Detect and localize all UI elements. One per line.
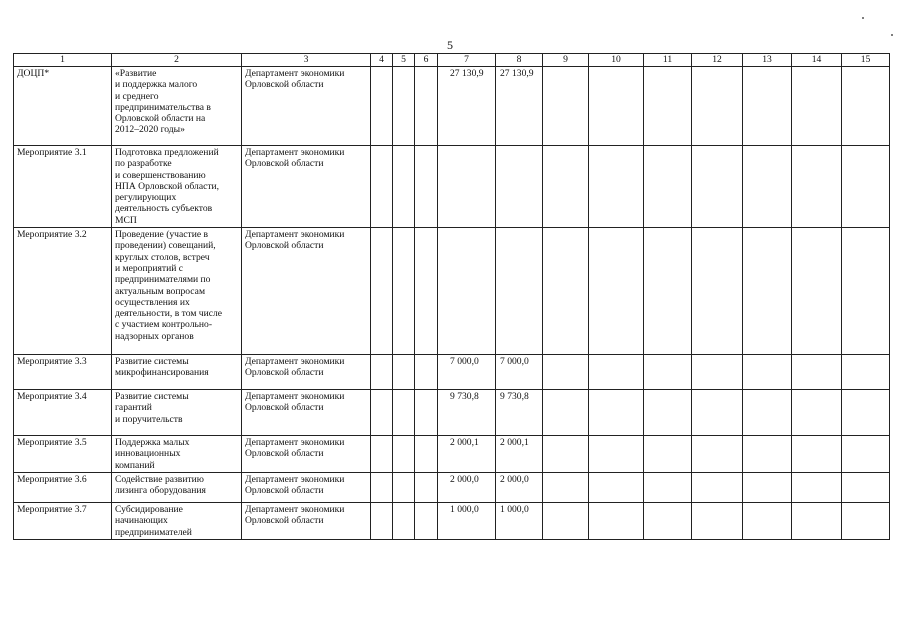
row-col5-cell bbox=[393, 472, 415, 502]
row-col15-cell bbox=[842, 436, 890, 473]
header-row bbox=[14, 54, 890, 67]
row-col6-cell bbox=[415, 436, 438, 473]
row-executor-cell: Департамент экономики Орловской области bbox=[242, 472, 371, 502]
row-col14-cell bbox=[792, 355, 842, 390]
row-col11-cell bbox=[644, 390, 692, 436]
row-col15-cell bbox=[842, 390, 890, 436]
row-col10-cell bbox=[589, 355, 644, 390]
row-col10-cell bbox=[589, 436, 644, 473]
row-col7-value bbox=[438, 146, 496, 228]
row-col4-cell bbox=[371, 390, 393, 436]
row-col8-value: 27 130,9 bbox=[496, 67, 543, 146]
row-col8-value bbox=[496, 228, 543, 355]
row-col13-cell bbox=[743, 472, 792, 502]
row-col12-cell bbox=[692, 355, 743, 390]
row-name-cell: Развитие системы гарантий и поручительств bbox=[112, 390, 242, 436]
row-code-cell: Мероприятие 3.2 bbox=[14, 228, 112, 355]
row-col13-cell bbox=[743, 67, 792, 146]
column-header: 3 bbox=[242, 54, 371, 67]
row-col8-value: 2 000,1 bbox=[496, 436, 543, 473]
row-col12-cell bbox=[692, 146, 743, 228]
row-name-cell: Поддержка малых инновационных компаний bbox=[112, 436, 242, 473]
row-executor-cell: Департамент экономики Орловской области bbox=[242, 355, 371, 390]
column-header: 11 bbox=[644, 54, 692, 67]
row-col6-cell bbox=[415, 355, 438, 390]
column-header: 2 bbox=[112, 54, 242, 67]
row-col12-cell bbox=[692, 502, 743, 539]
row-col6-cell bbox=[415, 146, 438, 228]
table-row bbox=[14, 436, 890, 473]
row-col9-cell bbox=[543, 228, 589, 355]
row-col15-cell bbox=[842, 355, 890, 390]
row-col11-cell bbox=[644, 472, 692, 502]
row-col10-cell bbox=[589, 228, 644, 355]
row-col11-cell bbox=[644, 436, 692, 473]
row-col4-cell bbox=[371, 228, 393, 355]
row-col10-cell bbox=[589, 472, 644, 502]
row-col11-cell bbox=[644, 502, 692, 539]
row-col14-cell bbox=[792, 390, 842, 436]
row-col15-cell bbox=[842, 472, 890, 502]
column-header: 7 bbox=[438, 54, 496, 67]
row-col9-cell bbox=[543, 502, 589, 539]
row-col11-cell bbox=[644, 146, 692, 228]
table-row bbox=[14, 355, 890, 390]
table-row bbox=[14, 67, 890, 146]
column-header: 14 bbox=[792, 54, 842, 67]
row-col10-cell bbox=[589, 390, 644, 436]
column-header: 4 bbox=[371, 54, 393, 67]
row-col4-cell bbox=[371, 472, 393, 502]
row-col15-cell bbox=[842, 228, 890, 355]
table-row bbox=[14, 472, 890, 502]
row-code-cell: Мероприятие 3.7 bbox=[14, 502, 112, 539]
row-col14-cell bbox=[792, 436, 842, 473]
row-col4-cell bbox=[371, 436, 393, 473]
row-col13-cell bbox=[743, 390, 792, 436]
row-col12-cell bbox=[692, 390, 743, 436]
column-header: 8 bbox=[496, 54, 543, 67]
row-col7-value: 7 000,0 bbox=[438, 355, 496, 390]
row-col12-cell bbox=[692, 472, 743, 502]
row-col9-cell bbox=[543, 67, 589, 146]
scan-speck bbox=[891, 34, 893, 36]
row-col6-cell bbox=[415, 472, 438, 502]
row-name-cell: Развитие системы микрофинансирования bbox=[112, 355, 242, 390]
row-col14-cell bbox=[792, 502, 842, 539]
row-code-cell: Мероприятие 3.3 bbox=[14, 355, 112, 390]
row-col14-cell bbox=[792, 472, 842, 502]
row-col8-value: 9 730,8 bbox=[496, 390, 543, 436]
row-col13-cell bbox=[743, 228, 792, 355]
row-col14-cell bbox=[792, 146, 842, 228]
column-header: 5 bbox=[393, 54, 415, 67]
row-col7-value: 1 000,0 bbox=[438, 502, 496, 539]
row-col12-cell bbox=[692, 67, 743, 146]
row-col4-cell bbox=[371, 67, 393, 146]
row-col9-cell bbox=[543, 355, 589, 390]
row-code-cell: Мероприятие 3.5 bbox=[14, 436, 112, 473]
row-col4-cell bbox=[371, 502, 393, 539]
row-col6-cell bbox=[415, 228, 438, 355]
row-col11-cell bbox=[644, 355, 692, 390]
row-col5-cell bbox=[393, 436, 415, 473]
row-col9-cell bbox=[543, 390, 589, 436]
row-col9-cell bbox=[543, 472, 589, 502]
row-col5-cell bbox=[393, 502, 415, 539]
row-name-cell: Подготовка предложений по разработке и совершенствованию НПА Орловской области, регулирующих деятельность субъектов МСП bbox=[112, 146, 242, 228]
row-executor-cell: Департамент экономики Орловской области bbox=[242, 67, 371, 146]
row-col5-cell bbox=[393, 390, 415, 436]
row-col7-value: 2 000,0 bbox=[438, 472, 496, 502]
column-header: 15 bbox=[842, 54, 890, 67]
column-header: 12 bbox=[692, 54, 743, 67]
table-row bbox=[14, 390, 890, 436]
row-col14-cell bbox=[792, 67, 842, 146]
program-table bbox=[13, 53, 890, 540]
table-row bbox=[14, 146, 890, 228]
row-executor-cell: Департамент экономики Орловской области bbox=[242, 228, 371, 355]
row-col8-value: 1 000,0 bbox=[496, 502, 543, 539]
table-row bbox=[14, 228, 890, 355]
column-header: 1 bbox=[14, 54, 112, 67]
row-col15-cell bbox=[842, 67, 890, 146]
row-col9-cell bbox=[543, 146, 589, 228]
row-col4-cell bbox=[371, 355, 393, 390]
row-col15-cell bbox=[842, 146, 890, 228]
row-col11-cell bbox=[644, 228, 692, 355]
row-col5-cell bbox=[393, 355, 415, 390]
row-col5-cell bbox=[393, 67, 415, 146]
row-col10-cell bbox=[589, 502, 644, 539]
row-col12-cell bbox=[692, 436, 743, 473]
column-header: 10 bbox=[589, 54, 644, 67]
row-col6-cell bbox=[415, 390, 438, 436]
row-col13-cell bbox=[743, 436, 792, 473]
row-col5-cell bbox=[393, 228, 415, 355]
row-col11-cell bbox=[644, 67, 692, 146]
row-col7-value: 9 730,8 bbox=[438, 390, 496, 436]
row-code-cell: Мероприятие 3.4 bbox=[14, 390, 112, 436]
row-executor-cell: Департамент экономики Орловской области bbox=[242, 502, 371, 539]
row-col13-cell bbox=[743, 146, 792, 228]
row-name-cell: Содействие развитию лизинга оборудования bbox=[112, 472, 242, 502]
row-code-cell: Мероприятие 3.6 bbox=[14, 472, 112, 502]
row-col15-cell bbox=[842, 502, 890, 539]
scan-speck bbox=[862, 17, 864, 19]
row-code-cell: Мероприятие 3.1 bbox=[14, 146, 112, 228]
row-col8-value: 7 000,0 bbox=[496, 355, 543, 390]
row-col7-value: 2 000,1 bbox=[438, 436, 496, 473]
row-col7-value: 27 130,9 bbox=[438, 67, 496, 146]
row-col7-value bbox=[438, 228, 496, 355]
column-header: 13 bbox=[743, 54, 792, 67]
row-col8-value: 2 000,0 bbox=[496, 472, 543, 502]
column-header: 9 bbox=[543, 54, 589, 67]
row-col8-value bbox=[496, 146, 543, 228]
row-code-cell: ДОЦП* bbox=[14, 67, 112, 146]
row-col6-cell bbox=[415, 502, 438, 539]
row-col10-cell bbox=[589, 67, 644, 146]
row-col13-cell bbox=[743, 355, 792, 390]
row-name-cell: Субсидирование начинающих предпринимателей bbox=[112, 502, 242, 539]
page-number: 5 bbox=[447, 38, 453, 52]
row-col12-cell bbox=[692, 228, 743, 355]
column-header: 6 bbox=[415, 54, 438, 67]
row-executor-cell: Департамент экономики Орловской области bbox=[242, 146, 371, 228]
row-col10-cell bbox=[589, 146, 644, 228]
row-col13-cell bbox=[743, 502, 792, 539]
row-name-cell: «Развитие и поддержка малого и среднего предпринимательства в Орловской области на 2012–2020 годы» bbox=[112, 67, 242, 146]
table-row bbox=[14, 502, 890, 539]
row-executor-cell: Департамент экономики Орловской области bbox=[242, 436, 371, 473]
row-col14-cell bbox=[792, 228, 842, 355]
row-col5-cell bbox=[393, 146, 415, 228]
row-col9-cell bbox=[543, 436, 589, 473]
row-executor-cell: Департамент экономики Орловской области bbox=[242, 390, 371, 436]
row-col4-cell bbox=[371, 146, 393, 228]
row-col6-cell bbox=[415, 67, 438, 146]
row-name-cell: Проведение (участие в проведении) совещаний, круглых столов, встреч и мероприятий с предпринимателями по актуальным вопросам осуществления их деятельности, в том числе с участием контрольно- надзорных органов bbox=[112, 228, 242, 355]
